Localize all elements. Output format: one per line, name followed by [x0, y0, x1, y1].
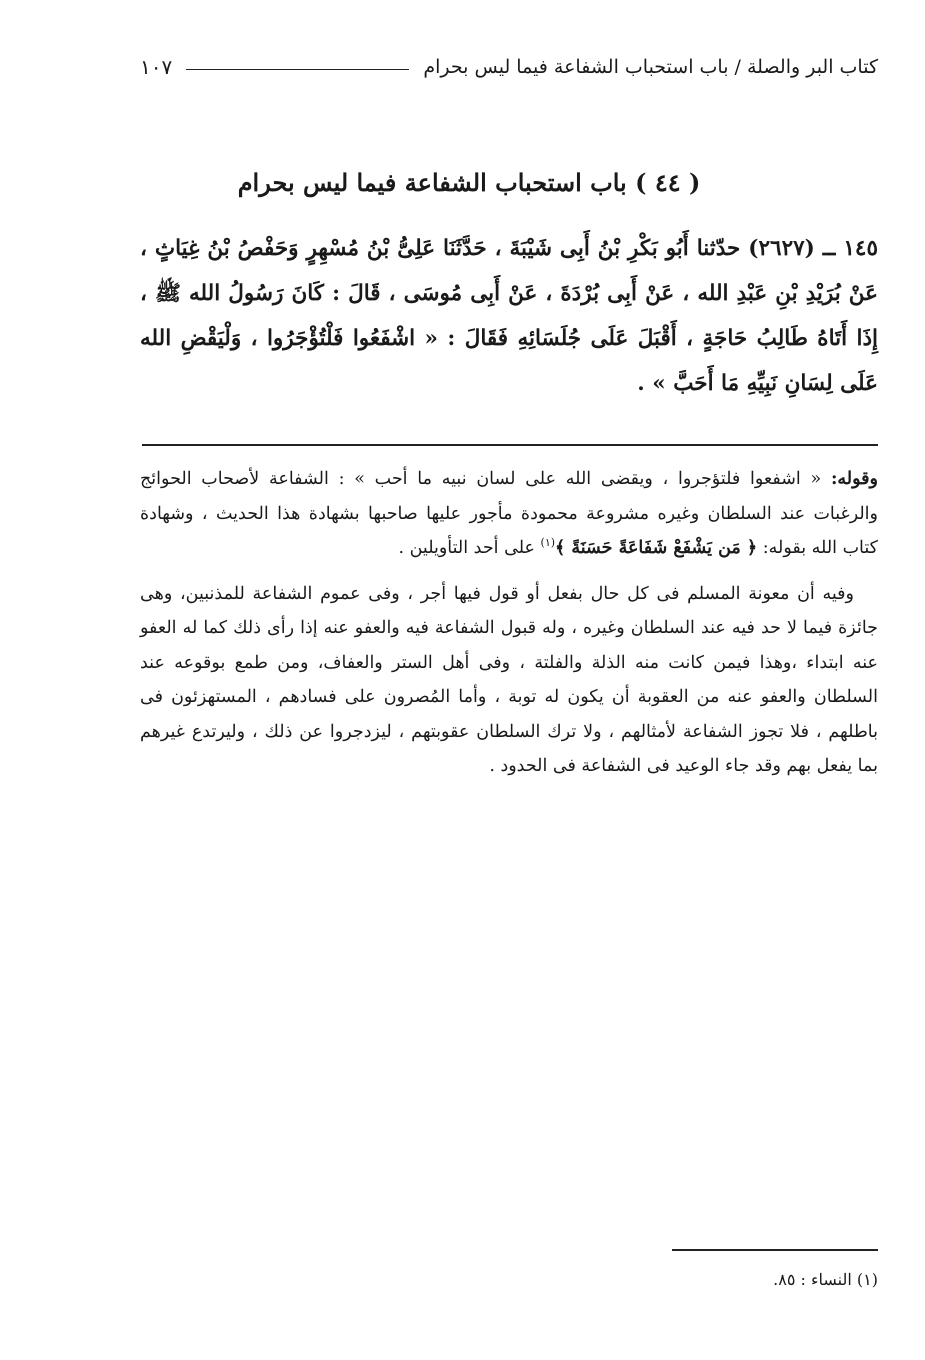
section-divider [142, 444, 878, 446]
footnote-divider [672, 1249, 878, 1251]
commentary-paragraph-1 [140, 462, 878, 566]
running-title: كتاب البر والصلة / باب استحباب الشفاعة فيما ليس بحرام [423, 56, 878, 78]
chapter-heading: ( ٤٤ ) باب استحباب الشفاعة فيما ليس بحرام [237, 168, 701, 197]
running-header [140, 50, 878, 84]
hadith-body: حدّثنا أَبُو بَكْرِ بْنُ أَبِى شَيْبَةَ ، حَدَّثَنَا عَلِىُّ بْنُ مُسْهِرٍ وَحَفْصُ بْنُ غِيَاثٍ ، عَنْ بُرَيْدِ بْنِ عَبْدِ الله ، عَنْ أَبِى بُرْدَةَ ، عَنْ أَبِى مُوسَى ، قَالَ : كَانَ رَسُولُ الله ﷺ ، إِذَا أَتَاهُ طَالِبُ حَاجَةٍ ، أَقْبَلَ عَلَى جُلَسَائِهِ فَقَالَ : « اشْفَعُوا فَلْتُؤْجَرُوا ، وَلْيَقْضِ الله عَلَى لِسَانِ نَبِيِّهِ مَا أَحَبَّ » . [140, 236, 878, 396]
header-rule [186, 69, 409, 70]
footnote: (١) النساء : ٨٥. [773, 1270, 878, 1289]
commentary-lead: وقوله: [830, 469, 878, 489]
commentary-paragraph-2: وفيه أن معونة المسلم فى كل حال بفعل أو قول فيها أجر ، وفى عموم الشفاعة للمذنبين، وهى جائزة فيما لا حد فيه عند السلطان وغيره ، وله قبول الشفاعة فيه والعفو عنه إذا رأى ذلك كما له العفو عنه ابتداء ،وهذا فيمن كانت منه الذلة والفلتة ، وفى أهل الستر والعفاف، ومن طمع بوقوعه عند السلطان والعفو عنه من العقوبة أن يكون له توبة ، وأما المُصرون على فسادهم ، المستهزئون فى باطلهم ، فلا تجوز الشفاعة لأمثالهم ، ولا ترك السلطان عقوبتهم ، ليزدجروا عن ذلك ، وليرتدع غيرهم بما يفعل بهم وقد جاء الوعيد فى الشفاعة فى الحدود . [140, 583, 878, 776]
hadith-number: ١٤٥ ــ (٢٦٢٧) [748, 236, 878, 261]
footnote-ref[interactable]: (١) [540, 536, 556, 550]
quran-verse: ﴿ مَن يَشْفَعْ شَفَاعَةً حَسَنَةً ﴾ [555, 538, 758, 558]
hadith-text-block [140, 226, 878, 406]
commentary-para1-end: على أحد التأويلين . [398, 538, 535, 558]
commentary-block [140, 462, 878, 784]
page-number: ١٠٧ [140, 55, 173, 79]
commentary-para1-text: « اشفعوا فلتؤجروا ، ويقضى الله على لسان نبيه ما أحب » : الشفاعة لأصحاب الحوائج والرغبات عند السلطان وغيره مشروعة محمودة مأجور عليها صاحبها بشهادة هذا الحديث ، وشهادة كتاب الله بقوله: [140, 469, 878, 558]
